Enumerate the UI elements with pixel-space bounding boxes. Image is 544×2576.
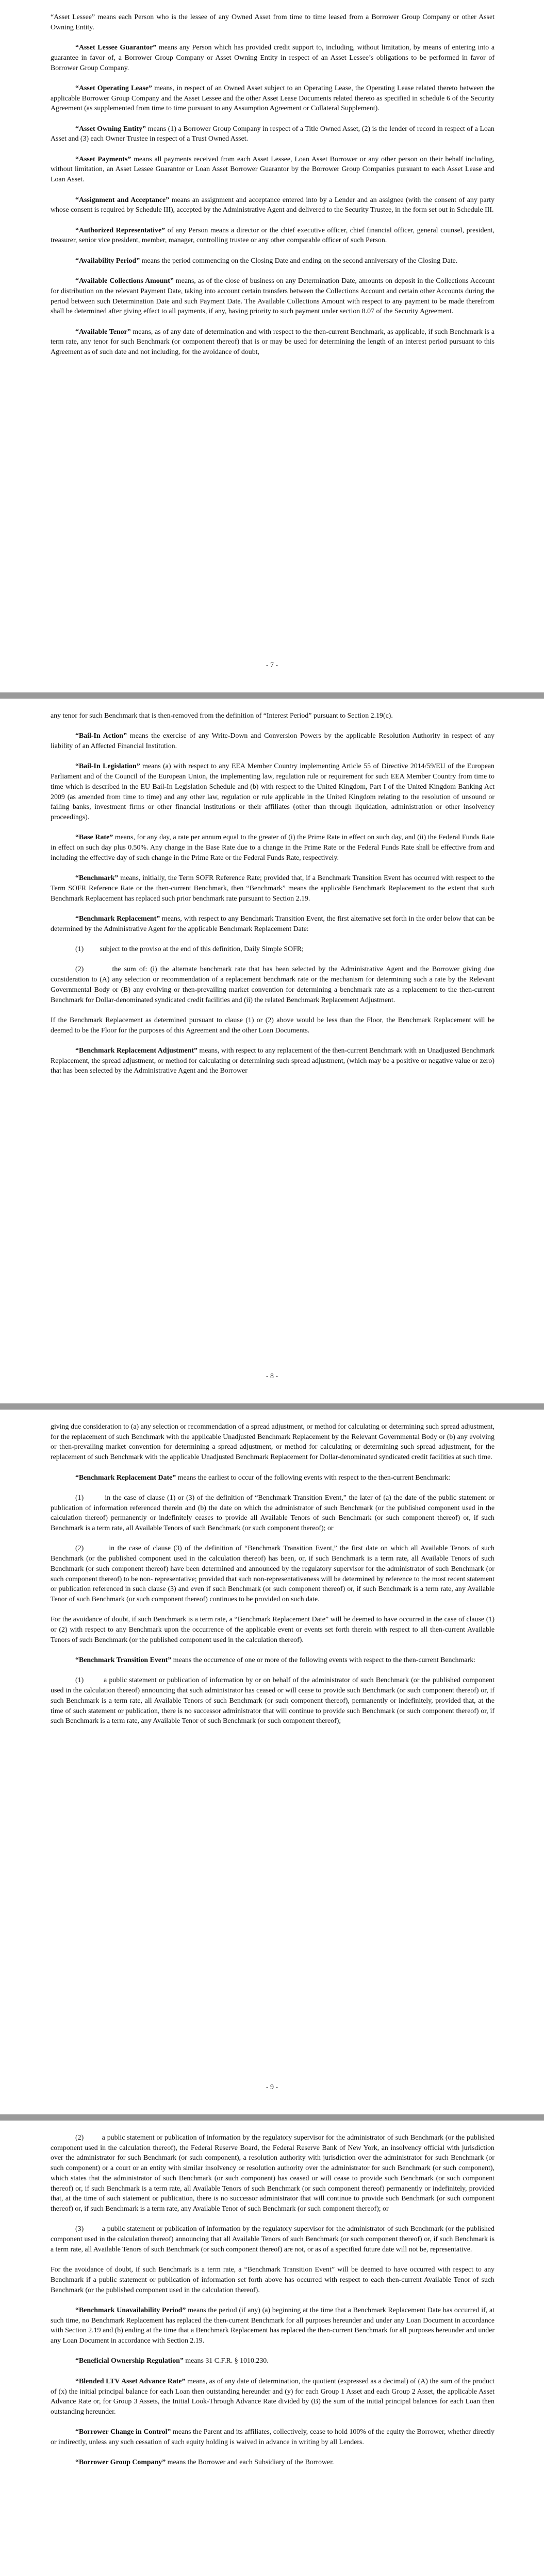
paragraph-text: means, in respect of an Owned Asset subject to an Operating Lease, the Operating Lease related thereto between the applicable Borrower Group Company and the Asset Lessee and the other Asset Lease Documents related thereto as specified in schedule 6 of the Security Agreement (as supplemented from time to time pursuant to any Assumption Agreement or Collateral Supplement). — [51, 84, 494, 113]
defined-term: “Benchmark Transition Event” — [75, 1656, 172, 1665]
definition-paragraph — [51, 914, 494, 934]
paragraph-text: (1) a public statement or publication of information by or on behalf of the administrator of such Benchmark (or the published component used in the calculation thereof) announcing that such administrator has ceased or will cease to provide such Benchmark (or such component thereof) or, if such Benchmark is a term rate, all Available Tenors of such Benchmark (or such component thereof), permanently or indefinitely, provided that, at the time of such statement or publication, there is no successor administrator that will continue to provide such Benchmark (or such component thereof) or, if such Benchmark is a term rate, any Available Tenor of such Benchmark (or such component thereof); — [51, 1676, 494, 1725]
body-paragraph — [51, 1015, 494, 1036]
definition-paragraph — [51, 2458, 494, 2468]
body-paragraph — [51, 1422, 494, 1463]
defined-term: “Benchmark Replacement Adjustment” — [75, 1047, 197, 1055]
defined-term: “Available Tenor” — [75, 328, 131, 336]
defined-term: “Blended LTV Asset Advance Rate” — [75, 2377, 186, 2385]
page-number: - 9 - — [266, 2083, 278, 2091]
definition-paragraph — [51, 256, 494, 266]
paragraph-text: giving due consideration to (a) any selection or recommendation of a spread adjustment, or method for calculating or determining such spread adjustment, for the replacement of such Benchmark with the applicable Unadjusted Benchmark Replacement by the Relevant Governmental Body or (b) any evolving or then-prevailing market convention for determining a spread adjustment, or method for calculating or determining such spread adjustment, for the replacement of such Benchmark with the applicable Unadjusted Benchmark Replacement for Dollar-denominated syndicated credit facilities at such time. — [51, 1423, 494, 1462]
paragraph-text: means 31 C.F.R. § 1010.230. — [183, 2357, 269, 2365]
defined-term: “Asset Owning Entity” — [75, 125, 146, 133]
definition-paragraph — [51, 873, 494, 904]
paragraph-text: means the period commencing on the Closing Date and ending on the second anniversary of the Closing Date. — [140, 257, 458, 265]
body-paragraph — [51, 964, 494, 1005]
body-paragraph — [51, 2224, 494, 2255]
paragraph-text: means, for any day, a rate per annum equal to the greater of (i) the Prime Rate in effect on such day, and (ii) the Federal Funds Rate in effect on such day plus 0.50%. Any change in the Base Rate due to a change in the Prime Rate or the Federal Funds Rate shall be effective from and including the effective day of such change in the Prime Rate or the Federal Funds Rate, respectively. — [51, 834, 494, 862]
page — [0, 699, 544, 1403]
paragraph-text: any tenor for such Benchmark that is then-removed from the definition of “Interest Period” pursuant to Section 2.19(c). — [51, 712, 393, 720]
paragraph-text: means the earliest to occur of the following events with respect to the then-current Benchmark: — [176, 1473, 451, 1482]
defined-term: “Benchmark Unavailability Period” — [75, 2306, 186, 2314]
body-paragraph — [51, 2133, 494, 2214]
paragraph-text: means the exercise of any Write-Down and Conversion Powers by the applicable Resolution Authority in respect of any liability of an Affected Financial Institution. — [51, 732, 494, 751]
defined-term: “Assignment and Acceptance” — [75, 196, 170, 204]
paragraph-text: means the Borrower and each Subsidiary of the Borrower. — [166, 2459, 334, 2467]
definition-paragraph — [51, 1046, 494, 1076]
definition-paragraph — [51, 833, 494, 863]
defined-term: “Borrower Change in Control” — [75, 2428, 171, 2436]
paragraph-text: means, as of any date of determination, the quotient (expressed as a decimal) of (A) the sum of the product of (x) the initial principal balance for each Loan then outstanding hereunder and (y) for each Group 1 Asset and each Group 2 Asset, the applicable Asset Advance Rate or, for Group 3 Assets, the Initial Look-Through Advance Rate divided by (B) the sum of the initial principal balances for each Loan then outstanding hereunder. — [51, 2377, 494, 2416]
paragraph-text: (3) a public statement or publication of information by the regulatory supervisor for the administrator of such Benchmark (or the published component used in the calculation thereof) announcing that all Available Tenors of such Benchmark (or such component thereof) or, if such Benchmark is a term rate, all Available Tenors of such Benchmark (or such component thereof) are not, or as of a specified future date will not be, representative. — [51, 2225, 494, 2253]
defined-term: “Benchmark” — [75, 874, 119, 883]
paragraph-text: (2) a public statement or publication of information by the regulatory supervisor for the administrator of such Benchmark (or the published component used in the calculation thereof), the Federal Reserve Board, the Federal Reserve Bank of New York, an insolvency official with jurisdiction over the administrator for such Benchmark (or such component), a resolution authority with jurisdiction over the administrator for such Benchmark (or such component) or a court or an entity with similar insolvency or resolution authority over the administrator for such Benchmark (or such component), which states that the administrator of such Benchmark (or such component) has ceased or will cease to provide such Benchmark (or such component thereof) or, if such Benchmark is a term rate, all Available Tenors of such Benchmark (or such component thereof) permanently or indefinitely, provided that, at the time of such statement or publication, there is no successor administrator that will continue to provide such Benchmark (or such component thereof) or, if such Benchmark is a term rate, any Available Tenor of such Benchmark (or such component thereof); or — [51, 2134, 494, 2213]
defined-term: “Bail-In Action” — [75, 732, 127, 740]
defined-term: “Available Collections Amount” — [75, 277, 174, 285]
body-paragraph — [51, 711, 494, 721]
defined-term: “Availability Period” — [75, 257, 140, 265]
definition-paragraph — [51, 761, 494, 822]
paragraph-text: (1) in the case of clause (1) or (3) of the definition of “Benchmark Transition Event,” the later of (a) the date of the public statement or publication of information referenced therein and (b) the date on which the administrator of such Benchmark (or the published component used in the calculation thereof) permanently or indefinitely ceases to provide all Available Tenors of such Benchmark (or such component thereof) or, if such Benchmark is a term rate, all Available Tenors of such Benchmark (or such component thereof); or — [51, 1494, 494, 1532]
paragraph-text: means an assignment and acceptance entered into by a Lender and an assignee (with the consent of any party whose consent is required by Schedule III), accepted by the Administrative Agent and delivered to the Security Trustee, in the form set out in Schedule III. — [51, 196, 494, 214]
definition-paragraph — [51, 226, 494, 246]
body-paragraph — [51, 1544, 494, 1604]
paragraph-text: means the Parent and its affiliates, collectively, cease to hold 100% of the equity the Borrower, whether directly or indirectly, unless any such cessation of such equity holding is waived in advance in writing by all Lenders. — [51, 2428, 494, 2446]
paragraph-text: of any Person means a director or the chief executive officer, chief financial officer, general counsel, president, treasurer, senior vice president, member, manager, controlling trustee or any other comparable officer of such Person. — [51, 226, 494, 245]
definition-paragraph — [51, 1655, 494, 1666]
defined-term: “Asset Payments” — [75, 155, 131, 163]
paragraph-text: means all payments received from each Asset Lessee, Loan Asset Borrower or any other person on their behalf including, without limitation, an Asset Lessee Guarantor or Loan Asset Borrower Guarantor by the Borrower Group Companies pursuant to each Asset Lease and Loan Asset. — [51, 155, 494, 184]
definition-paragraph — [51, 2306, 494, 2346]
paragraph-text: means, initially, the Term SOFR Reference Rate; provided that, if a Benchmark Transition Event has occurred with respect to the Term SOFR Reference Rate or the then-current Benchmark, then “Benchmark” means the applicable Benchmark Replacement to the extent that such Benchmark Replacement has replaced such prior benchmark rate pursuant to Section 2.19. — [51, 874, 494, 903]
definition-paragraph — [51, 124, 494, 144]
paragraph-text: means (1) a Borrower Group Company in respect of a Title Owned Asset, (2) is the lender of record in respect of a Loan Asset and (3) each Owner Trustee in respect of a Trust Owned Asset. — [51, 125, 494, 143]
paragraph-text: “Asset Lessee” means each Person who is the lessee of any Owned Asset from time to time leased from a Borrower Group Company or other Asset Owning Entity. — [51, 13, 494, 31]
defined-term: “Beneficial Ownership Regulation” — [75, 2357, 184, 2365]
definition-paragraph — [51, 155, 494, 185]
defined-term: “Asset Operating Lease” — [75, 84, 152, 92]
body-paragraph — [51, 1493, 494, 1534]
definition-paragraph — [51, 43, 494, 73]
defined-term: “Base Rate” — [75, 834, 113, 842]
definition-paragraph — [51, 276, 494, 317]
paragraph-text: means, as of any date of determination and with respect to the then-current Benchmark, as applicable, if such Benchmark is a term rate, any tenor for such Benchmark (or component thereof) that is or may be used for determining the length of an interest period pursuant to this Agreement as of such date and not including, for the avoidance of doubt, — [51, 328, 494, 357]
defined-term: “Authorized Representative” — [75, 226, 166, 234]
body-paragraph — [51, 944, 494, 955]
definition-paragraph — [51, 195, 494, 215]
body-paragraph — [51, 1675, 494, 1726]
page — [0, 2121, 544, 2576]
definition-paragraph — [51, 2427, 494, 2447]
body-paragraph — [51, 2265, 494, 2295]
paragraph-text: For the avoidance of doubt, if such Benchmark is a term rate, a “Benchmark Replacement Date” will be deemed to have occurred in the case of clause (1) or (2) with respect to any Benchmark upon the occurrence of the applicable event or events set forth therein with respect to all then-current Available Tenors of such Benchmark (or the published component used in the calculation thereof). — [51, 1616, 494, 1644]
page — [0, 0, 544, 692]
paragraph-text: For the avoidance of doubt, if such Benchmark is a term rate, a “Benchmark Transition Event” will be deemed to have occurred with respect to any Benchmark if a public statement or publication of information set forth above has occurred with respect to each then-current Available Tenor of such Benchmark (or the published component used in the calculation thereof). — [51, 2266, 494, 2294]
body-paragraph — [51, 12, 494, 32]
definition-paragraph — [51, 83, 494, 114]
paragraph-text: If the Benchmark Replacement as determined pursuant to clause (1) or (2) above would be less than the Floor, the Benchmark Replacement will be deemed to be the Floor for the purposes of this Agreement and the other Loan Documents. — [51, 1016, 494, 1035]
page — [0, 1410, 544, 2114]
definition-paragraph — [51, 2377, 494, 2417]
paragraph-text: means, with respect to any replacement of the then-current Benchmark with an Unadjusted Benchmark Replacement, the spread adjustment, or method for calculating or determining such spread adjustment, (which may be a positive or negative value or zero) that has been selected by the Administrative Agent and the Borrower — [51, 1047, 494, 1075]
defined-term: “Benchmark Replacement” — [75, 914, 160, 923]
defined-term: “Borrower Group Company” — [75, 2459, 166, 2467]
defined-term: “Asset Lessee Guarantor” — [75, 44, 157, 52]
page-number: - 8 - — [266, 1372, 278, 1380]
defined-term: “Benchmark Replacement Date” — [75, 1473, 176, 1482]
paragraph-text: means any Person which has provided credit support to, including, without limitation, by means of entering into a guarantee in favor of, a Borrower Group Company or Asset Owning Entity in respect of an Asset Lessee’s obligations to be performed in favor of Borrower Group Company. — [51, 44, 494, 72]
page-number: - 7 - — [266, 662, 278, 669]
paragraph-text: means, with respect to any Benchmark Transition Event, the first alternative set forth in the order below that can be determined by the Administrative Agent for the applicable Benchmark Replacement Date: — [51, 914, 494, 933]
definition-paragraph — [51, 327, 494, 358]
paragraph-text: means, as of the close of business on any Determination Date, amounts on deposit in the Collections Account for distribution on the relevant Payment Date, taking into account certain transfers between the Collections Account and certain other Accounts during the period between such Determination Date and such Payment Date. The Available Collections Amount with respect to any payment to be made therefrom shall be determined after giving effect to all payments, if any, having priority to such payment under section 8.07 of the Security Agreement. — [51, 277, 494, 316]
paragraph-text: (2) in the case of clause (3) of the definition of “Benchmark Transition Event,” the first date on which all Available Tenors of such Benchmark (or the published component used in the calculation thereof) has been, or, if such Benchmark is a term rate, all Available Tenors of such Benchmark (or such component thereof) have been determined and announced by the regulatory supervisor for the administrator of such Benchmark (or such component thereof) to be non- representative; provided that such non-representativeness will be determined by reference to the most recent statement or publication referenced in such clause (3) and even if such Benchmark (or such component thereof) or, if such Benchmark is a term rate, any Available Tenor of such Benchmark (or such component thereof) continues to be provided on such date. — [51, 1545, 494, 1603]
paragraph-text: (1) subject to the proviso at the end of this definition, Daily Simple SOFR; — [75, 945, 304, 954]
definition-paragraph — [51, 2356, 494, 2366]
paragraph-text: means the occurrence of one or more of the following events with respect to the then-current Benchmark: — [171, 1656, 476, 1665]
definition-paragraph — [51, 1473, 494, 1483]
definition-paragraph — [51, 731, 494, 751]
paragraph-text: (2) the sum of: (i) the alternate benchmark rate that has been selected by the Administrative Agent and the Borrower giving due consideration to (A) any selection or recommendation of a replacement benchmark rate or the mechanism for determining such a rate by the Relevant Governmental Body or (B) any evolving or then-prevailing market convention for determining a benchmark rate as a replacement to the then-current Benchmark for Dollar-denominated syndicated credit facilities and (ii) the related Benchmark Replacement Adjustment. — [51, 965, 494, 1004]
defined-term: “Bail-In Legislation” — [75, 762, 140, 771]
body-paragraph — [51, 1615, 494, 1645]
paragraph-text: means (a) with respect to any EEA Member Country implementing Article 55 of Directive 2014/59/EU of the European Parliament and of the Council of the European Union, the implementing law, regulation rule or requirement for such EEA Member Country from time to time which is described in the EU Bail-In Legislation Schedule and (b) with respect to the United Kingdom, Part I of the United Kingdom Banking Act 2009 (as amended from time to time) and any other law, regulation or rule applicable in the United Kingdom relating to the resolution of unsound or failing banks, investment firms or other financial institutions or their affiliates (other than through liquidation, administration or other insolvency proceedings). — [51, 762, 495, 821]
paragraph-text: means the period (if any) (a) beginning at the time that a Benchmark Replacement Date has occurred if, at such time, no Benchmark Replacement has replaced the then-current Benchmark for all purposes hereunder and under any Loan Document in accordance with Section 2.19 and (b) ending at the time that a Benchmark Replacement has replaced the then-current Benchmark for all purposes hereunder and under any Loan Document in accordance with Section 2.19. — [51, 2306, 495, 2345]
